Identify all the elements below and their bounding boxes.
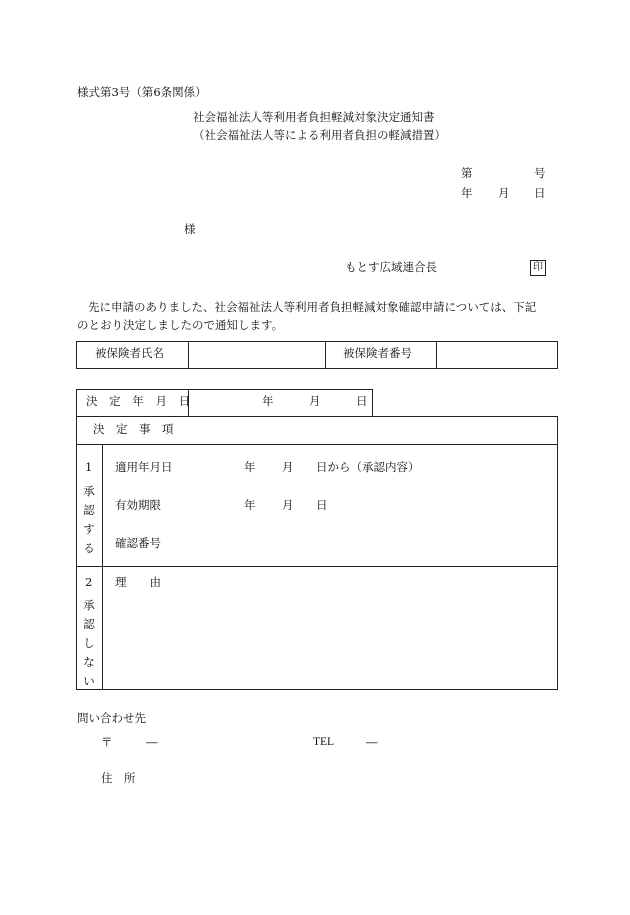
form-number: 様式第3号（第6条関係） bbox=[77, 85, 207, 99]
document-title: 社会福祉法人等利用者負担軽減対象決定通知書 bbox=[193, 110, 435, 124]
date-month: 月 bbox=[498, 186, 510, 200]
denied-vertical-label: 承 認 し な い bbox=[83, 598, 95, 688]
decision-date-day: 日 bbox=[356, 394, 368, 408]
contact-heading: 問い合わせ先 bbox=[77, 711, 146, 725]
doc-number-suffix: 号 bbox=[534, 166, 546, 180]
apply-year: 年 bbox=[244, 460, 256, 474]
document-subtitle: （社会福祉法人等による利用者負担の軽減措置） bbox=[193, 128, 446, 142]
body-text-line2: のとおり決定しましたので通知します。 bbox=[77, 318, 284, 332]
decision-date-year: 年 bbox=[262, 394, 274, 408]
denied-number: 2 bbox=[85, 575, 93, 589]
confirm-number-label: 確認番号 bbox=[115, 536, 161, 550]
insured-name-label: 被保険者氏名 bbox=[95, 346, 164, 360]
valid-year: 年 bbox=[244, 498, 256, 512]
date-year: 年 bbox=[461, 186, 473, 200]
approved-number: 1 bbox=[85, 460, 93, 474]
body-text-line1: 先に申請のありました、社会福祉法人等利用者負担軽減対象確認申請については、下記 bbox=[88, 300, 537, 314]
decision-date-month: 月 bbox=[309, 394, 321, 408]
postal-dash: ― bbox=[146, 735, 158, 749]
decision-column-line bbox=[102, 444, 103, 690]
recipient-suffix: 様 bbox=[184, 222, 196, 236]
approved-vertical-label: 承 認 す る bbox=[83, 484, 95, 555]
decision-items-label: 決 定 事 項 bbox=[93, 422, 174, 436]
apply-month: 月 bbox=[282, 460, 294, 474]
date-day: 日 bbox=[534, 186, 546, 200]
insured-divider-2 bbox=[325, 341, 326, 369]
valid-month: 月 bbox=[282, 498, 294, 512]
tel-dash: ― bbox=[366, 735, 378, 749]
decision-date-label: 決 定 年 月 日 bbox=[86, 394, 195, 408]
valid-period-label: 有効期限 bbox=[115, 498, 161, 512]
tel-label: TEL bbox=[313, 736, 335, 748]
valid-day: 日 bbox=[316, 498, 328, 512]
decision-header-line bbox=[76, 444, 558, 445]
insured-divider-3 bbox=[436, 341, 437, 369]
issuer-name: もとす広域連合長 bbox=[345, 260, 437, 274]
insured-number-label: 被保険者番号 bbox=[343, 346, 412, 360]
address-label: 住 所 bbox=[101, 771, 136, 785]
postal-mark: 〒 bbox=[101, 735, 113, 749]
decision-items-table bbox=[76, 416, 558, 690]
decision-section-line bbox=[76, 566, 558, 567]
apply-date-label: 適用年月日 bbox=[115, 460, 173, 474]
apply-day-from: 日から（承認内容） bbox=[316, 460, 420, 474]
insured-divider-1 bbox=[188, 341, 189, 369]
seal-mark: 印 bbox=[530, 260, 546, 276]
reason-label: 理 由 bbox=[115, 575, 161, 589]
doc-number-prefix: 第 bbox=[461, 166, 473, 180]
